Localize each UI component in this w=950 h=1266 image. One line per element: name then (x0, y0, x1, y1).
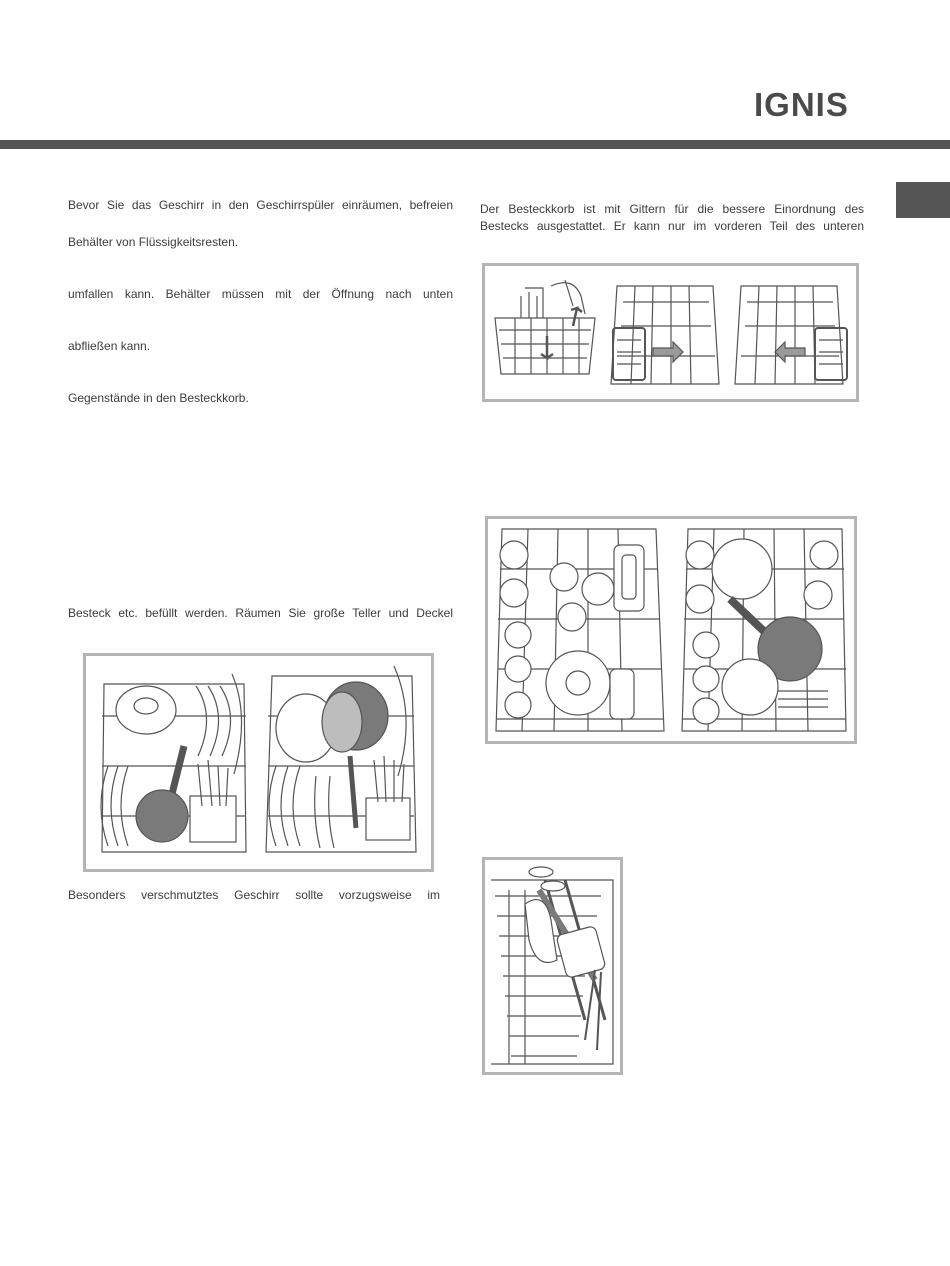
right-text-line-1: Der Besteckkorb ist mit Gittern für die bessere Einordnung des (480, 202, 864, 216)
section-tab (896, 182, 950, 218)
lower-basket-left-illustration (101, 674, 246, 852)
left-text-line-5: Gegenstände in den Besteckkorb. (68, 391, 249, 405)
upper-basket-right-illustration (682, 529, 846, 731)
upper-basket-figure (485, 516, 857, 744)
brand-logo: IGNIS (754, 86, 849, 123)
upper-basket-left-illustration (496, 529, 664, 731)
left-text-line-2: Behälter von Flüssigkeitsresten. (68, 235, 239, 249)
cutlery-basket-figure (482, 263, 859, 402)
left-text-line-4: abfließen kann. (68, 339, 151, 353)
left-text-line-3: umfallen kann. Behälter müssen mit der Öffnung nach unten (68, 287, 453, 301)
left-text-line-7: Besonders verschmutztes Geschirr sollte vorzugsweise im (68, 888, 440, 902)
lower-basket-figure (83, 653, 434, 872)
left-text-line-6: Besteck etc. befüllt werden. Räumen Sie große Teller und Deckel (68, 606, 453, 620)
cutlery-basket-illustration (495, 280, 595, 374)
fold-rack-figure (482, 857, 623, 1075)
basket-position-right-illustration (735, 286, 847, 384)
lower-basket-right-illustration (266, 666, 416, 852)
header-bar (0, 140, 950, 149)
folding-shelf-illustration (491, 867, 613, 1064)
basket-position-left-illustration (611, 286, 719, 384)
right-text-line-2: Bestecks ausgestattet. Er kann nur im vorderen Teil des unteren (480, 219, 864, 233)
left-text-line-1: Bevor Sie das Geschirr in den Geschirrspüler einräumen, befreien (68, 198, 453, 212)
